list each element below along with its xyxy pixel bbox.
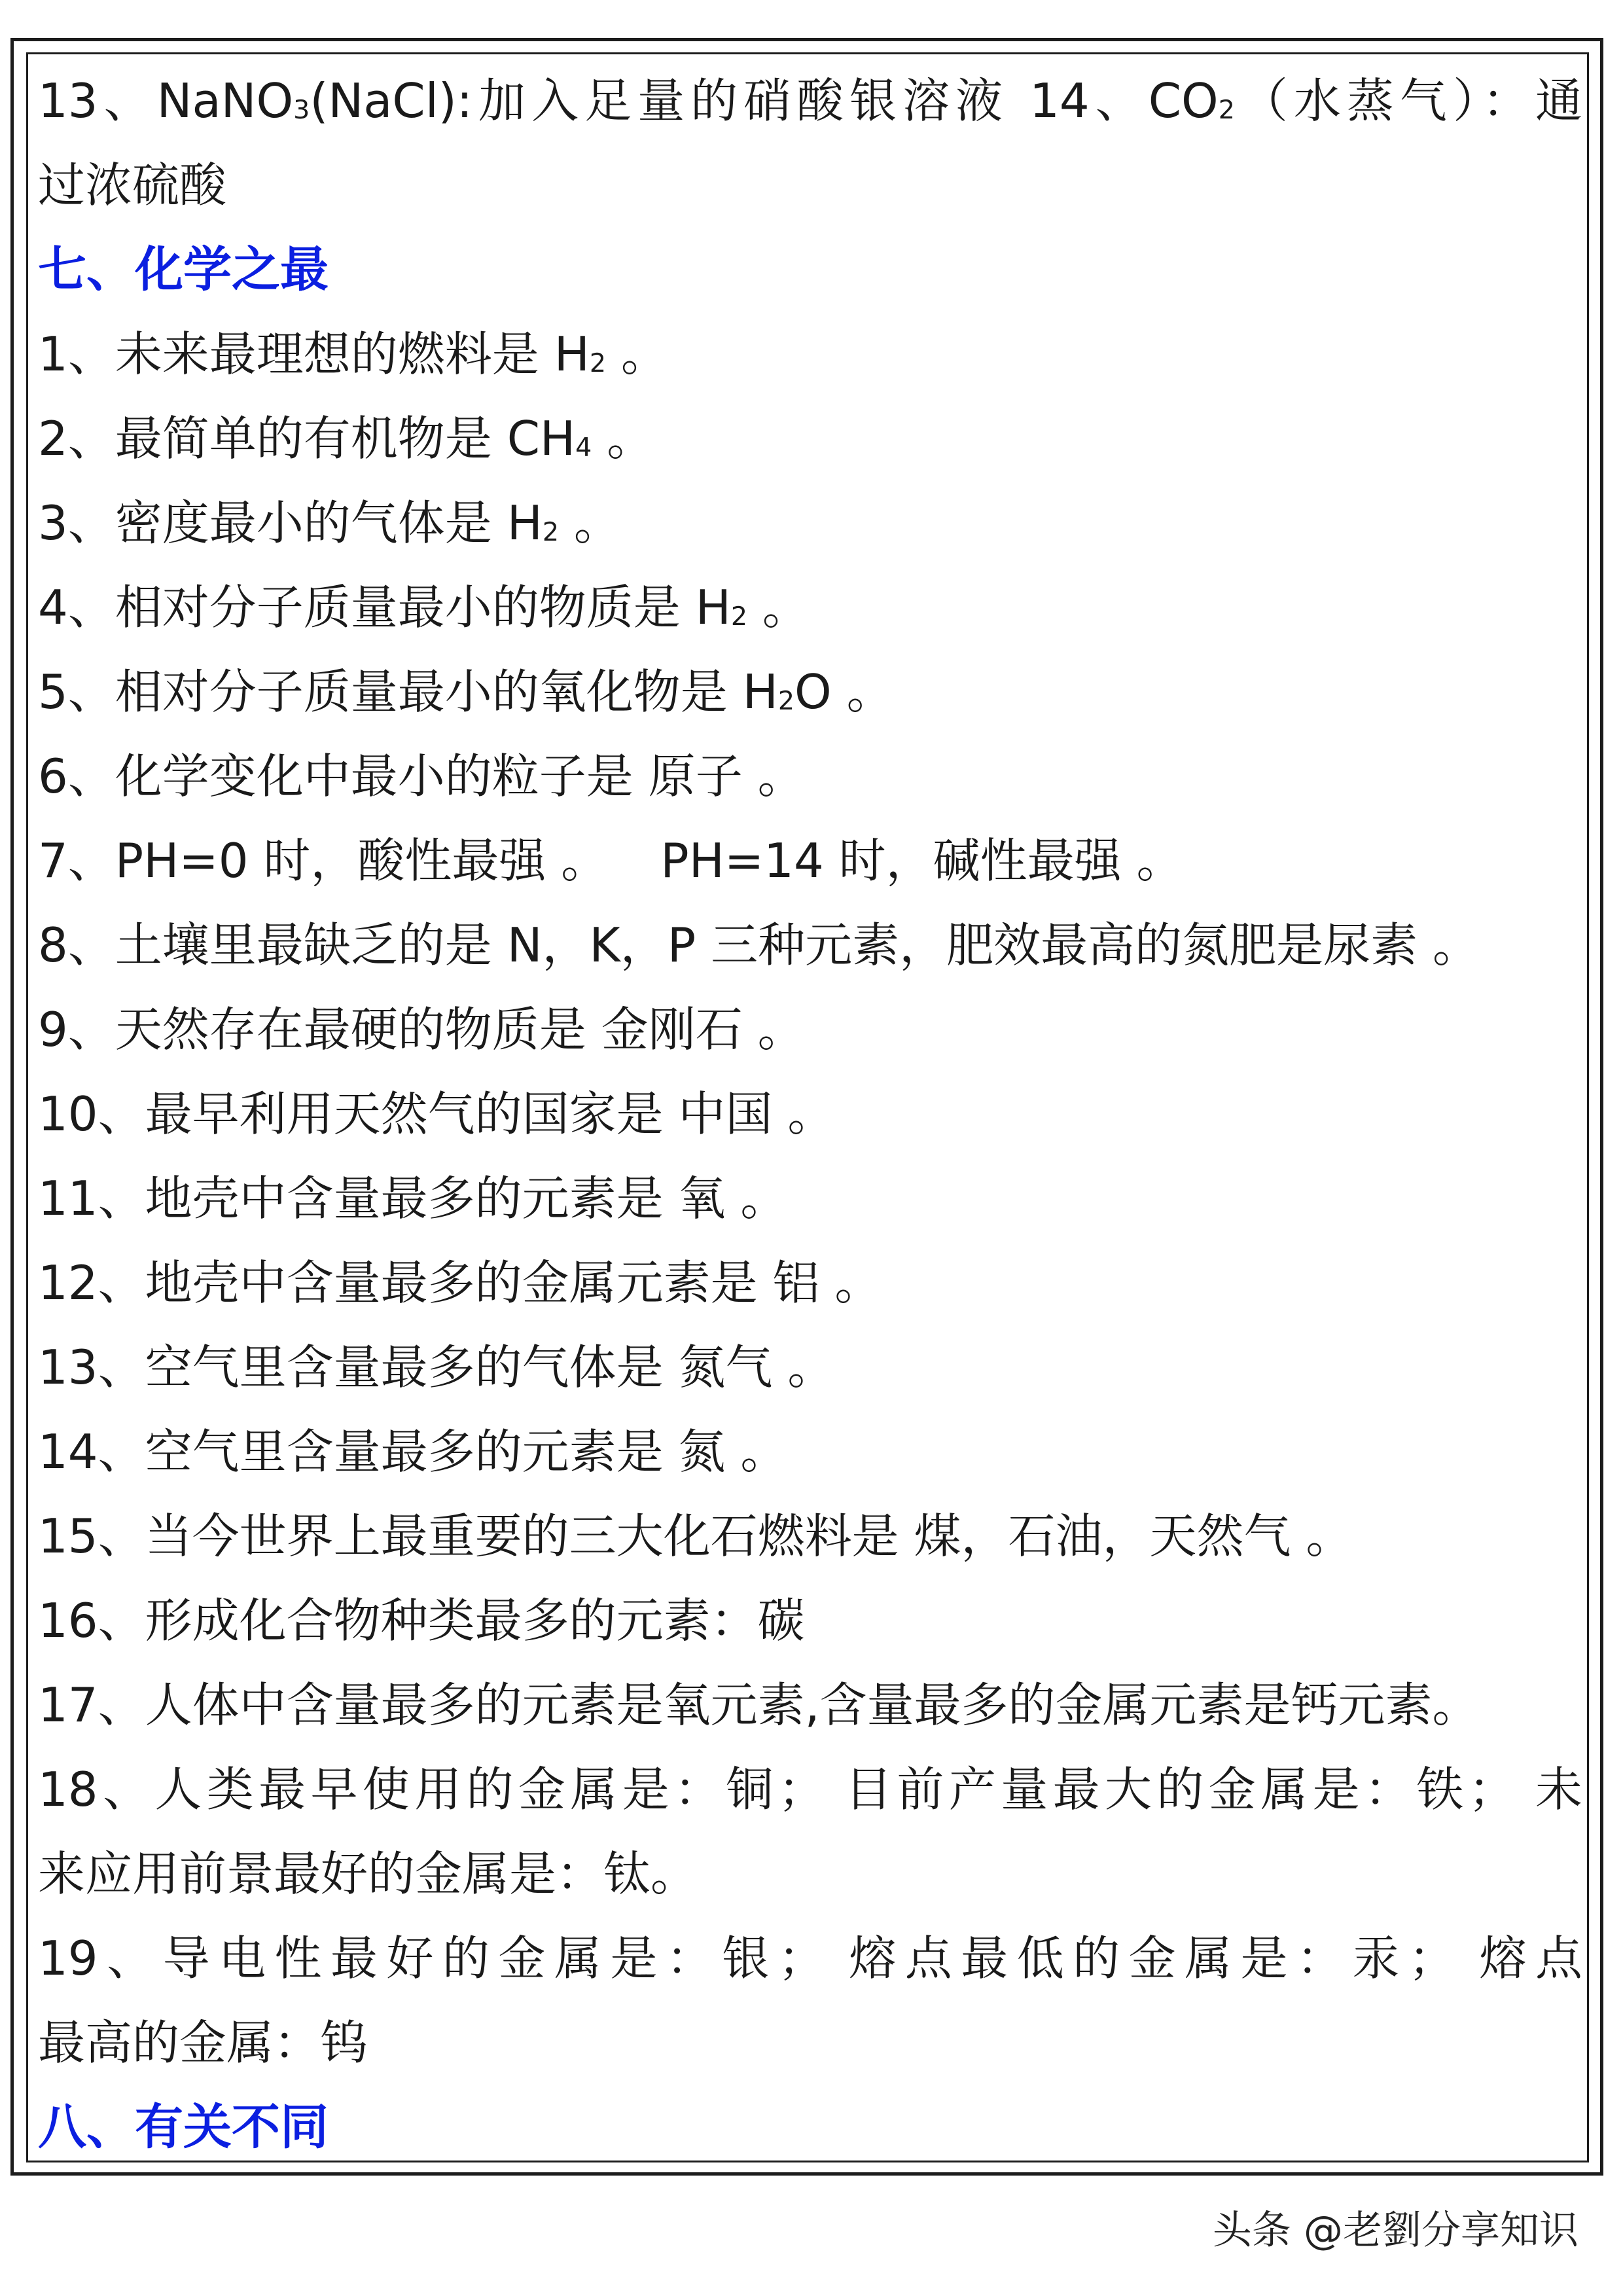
document-body bbox=[38, 59, 1582, 2170]
item-text: 2、最简单的有机物是 CH bbox=[38, 411, 576, 466]
subscript: 2 bbox=[542, 516, 560, 547]
item-text: 5、相对分子质量最小的氧化物是 H bbox=[38, 664, 778, 719]
subscript: 2 bbox=[777, 685, 795, 716]
item-text: 19、导电性最好的金属是：银； bbox=[38, 1931, 825, 1986]
item-text: 3、密度最小的气体是 H bbox=[38, 495, 543, 550]
list-item: 13、空气里含量最多的气体是 氮气 。 bbox=[38, 1340, 835, 1395]
list-item: 12、地壳中含量最多的金属元素是 铝 。 bbox=[38, 1255, 882, 1310]
list-item bbox=[38, 650, 1582, 734]
list-item-cont: 最高的金属：钨 bbox=[38, 2015, 368, 2070]
subscript: 4 bbox=[575, 432, 592, 463]
list-item bbox=[38, 397, 1582, 481]
item-text: 。 bbox=[592, 411, 654, 466]
item-text: 。 bbox=[747, 580, 810, 635]
watermark: 头条 @老劉分享知识 bbox=[1212, 2208, 1578, 2253]
list-item: 8、土壤里最缺乏的是 N，K，P 三种元素，肥效最高的氮肥是尿素 。 bbox=[38, 918, 1480, 973]
list-item: 17、人体中含量最多的元素是氧元素,含量最多的金属元素是钙元素。 bbox=[38, 1677, 1480, 1732]
text-item13-a: 13、NaNO bbox=[38, 73, 294, 128]
item-text: 。 bbox=[606, 327, 668, 382]
item-text: 7、PH=0 时，酸性最强 。 bbox=[38, 833, 609, 888]
item-text: 熔点最低的金属是：汞； bbox=[849, 1931, 1456, 1986]
list-item: 15、当今世界上最重要的三大化石燃料是 煤，石油，天然气 。 bbox=[38, 1509, 1353, 1564]
item-text: 。 bbox=[559, 495, 621, 550]
list-item: 11、地壳中含量最多的元素是 氧 。 bbox=[38, 1171, 788, 1226]
subscript: 2 bbox=[589, 348, 607, 378]
text-item13-b: (NaCl):加入足量的硝酸银溶液 bbox=[310, 73, 1009, 128]
subscript: 2 bbox=[730, 601, 748, 632]
list-item bbox=[38, 819, 1582, 903]
item-text: 目前产量最大的金属是：铁； bbox=[845, 1762, 1516, 1817]
list-item: 10、最早利用天然气的国家是 中国 。 bbox=[38, 1086, 835, 1141]
list-item bbox=[38, 1748, 1582, 1832]
section-heading-8: 八、有关不同 bbox=[38, 2099, 329, 2155]
subscript: 3 bbox=[293, 94, 310, 125]
list-item bbox=[38, 565, 1582, 650]
item-text: 1、未来最理想的燃料是 H bbox=[38, 327, 590, 382]
list-item bbox=[38, 1916, 1582, 2001]
section-heading-7: 七、化学之最 bbox=[38, 242, 329, 298]
item-text: 熔点 bbox=[1479, 1931, 1582, 1986]
text-item14-a: 14、CO bbox=[1029, 73, 1219, 128]
item-text: 未 bbox=[1535, 1762, 1582, 1817]
subscript: 2 bbox=[1218, 94, 1235, 125]
list-item bbox=[38, 312, 1582, 397]
list-item: 9、天然存在最硬的物质是 金刚石 。 bbox=[38, 1002, 805, 1057]
list-item: 16、形成化合物种类最多的元素：碳 bbox=[38, 1593, 805, 1648]
text-item14-b: （水蒸气）：通 bbox=[1234, 73, 1582, 128]
item-text: PH=14 时，碱性最强 。 bbox=[660, 833, 1184, 888]
purification-item-14-cont: 过浓硫酸 bbox=[38, 158, 227, 213]
purification-item-13-14 bbox=[38, 59, 1582, 143]
item-text: O 。 bbox=[794, 664, 894, 719]
list-item bbox=[38, 481, 1582, 565]
item-text: 18、人类最早使用的金属是：铜； bbox=[38, 1762, 825, 1817]
list-item-cont: 来应用前景最好的金属是：钛。 bbox=[38, 1846, 698, 1901]
list-item: 14、空气里含量最多的元素是 氮 。 bbox=[38, 1424, 788, 1479]
list-item: 6、化学变化中最小的粒子是 原子 。 bbox=[38, 749, 805, 804]
item-text: 4、相对分子质量最小的物质是 H bbox=[38, 580, 731, 635]
